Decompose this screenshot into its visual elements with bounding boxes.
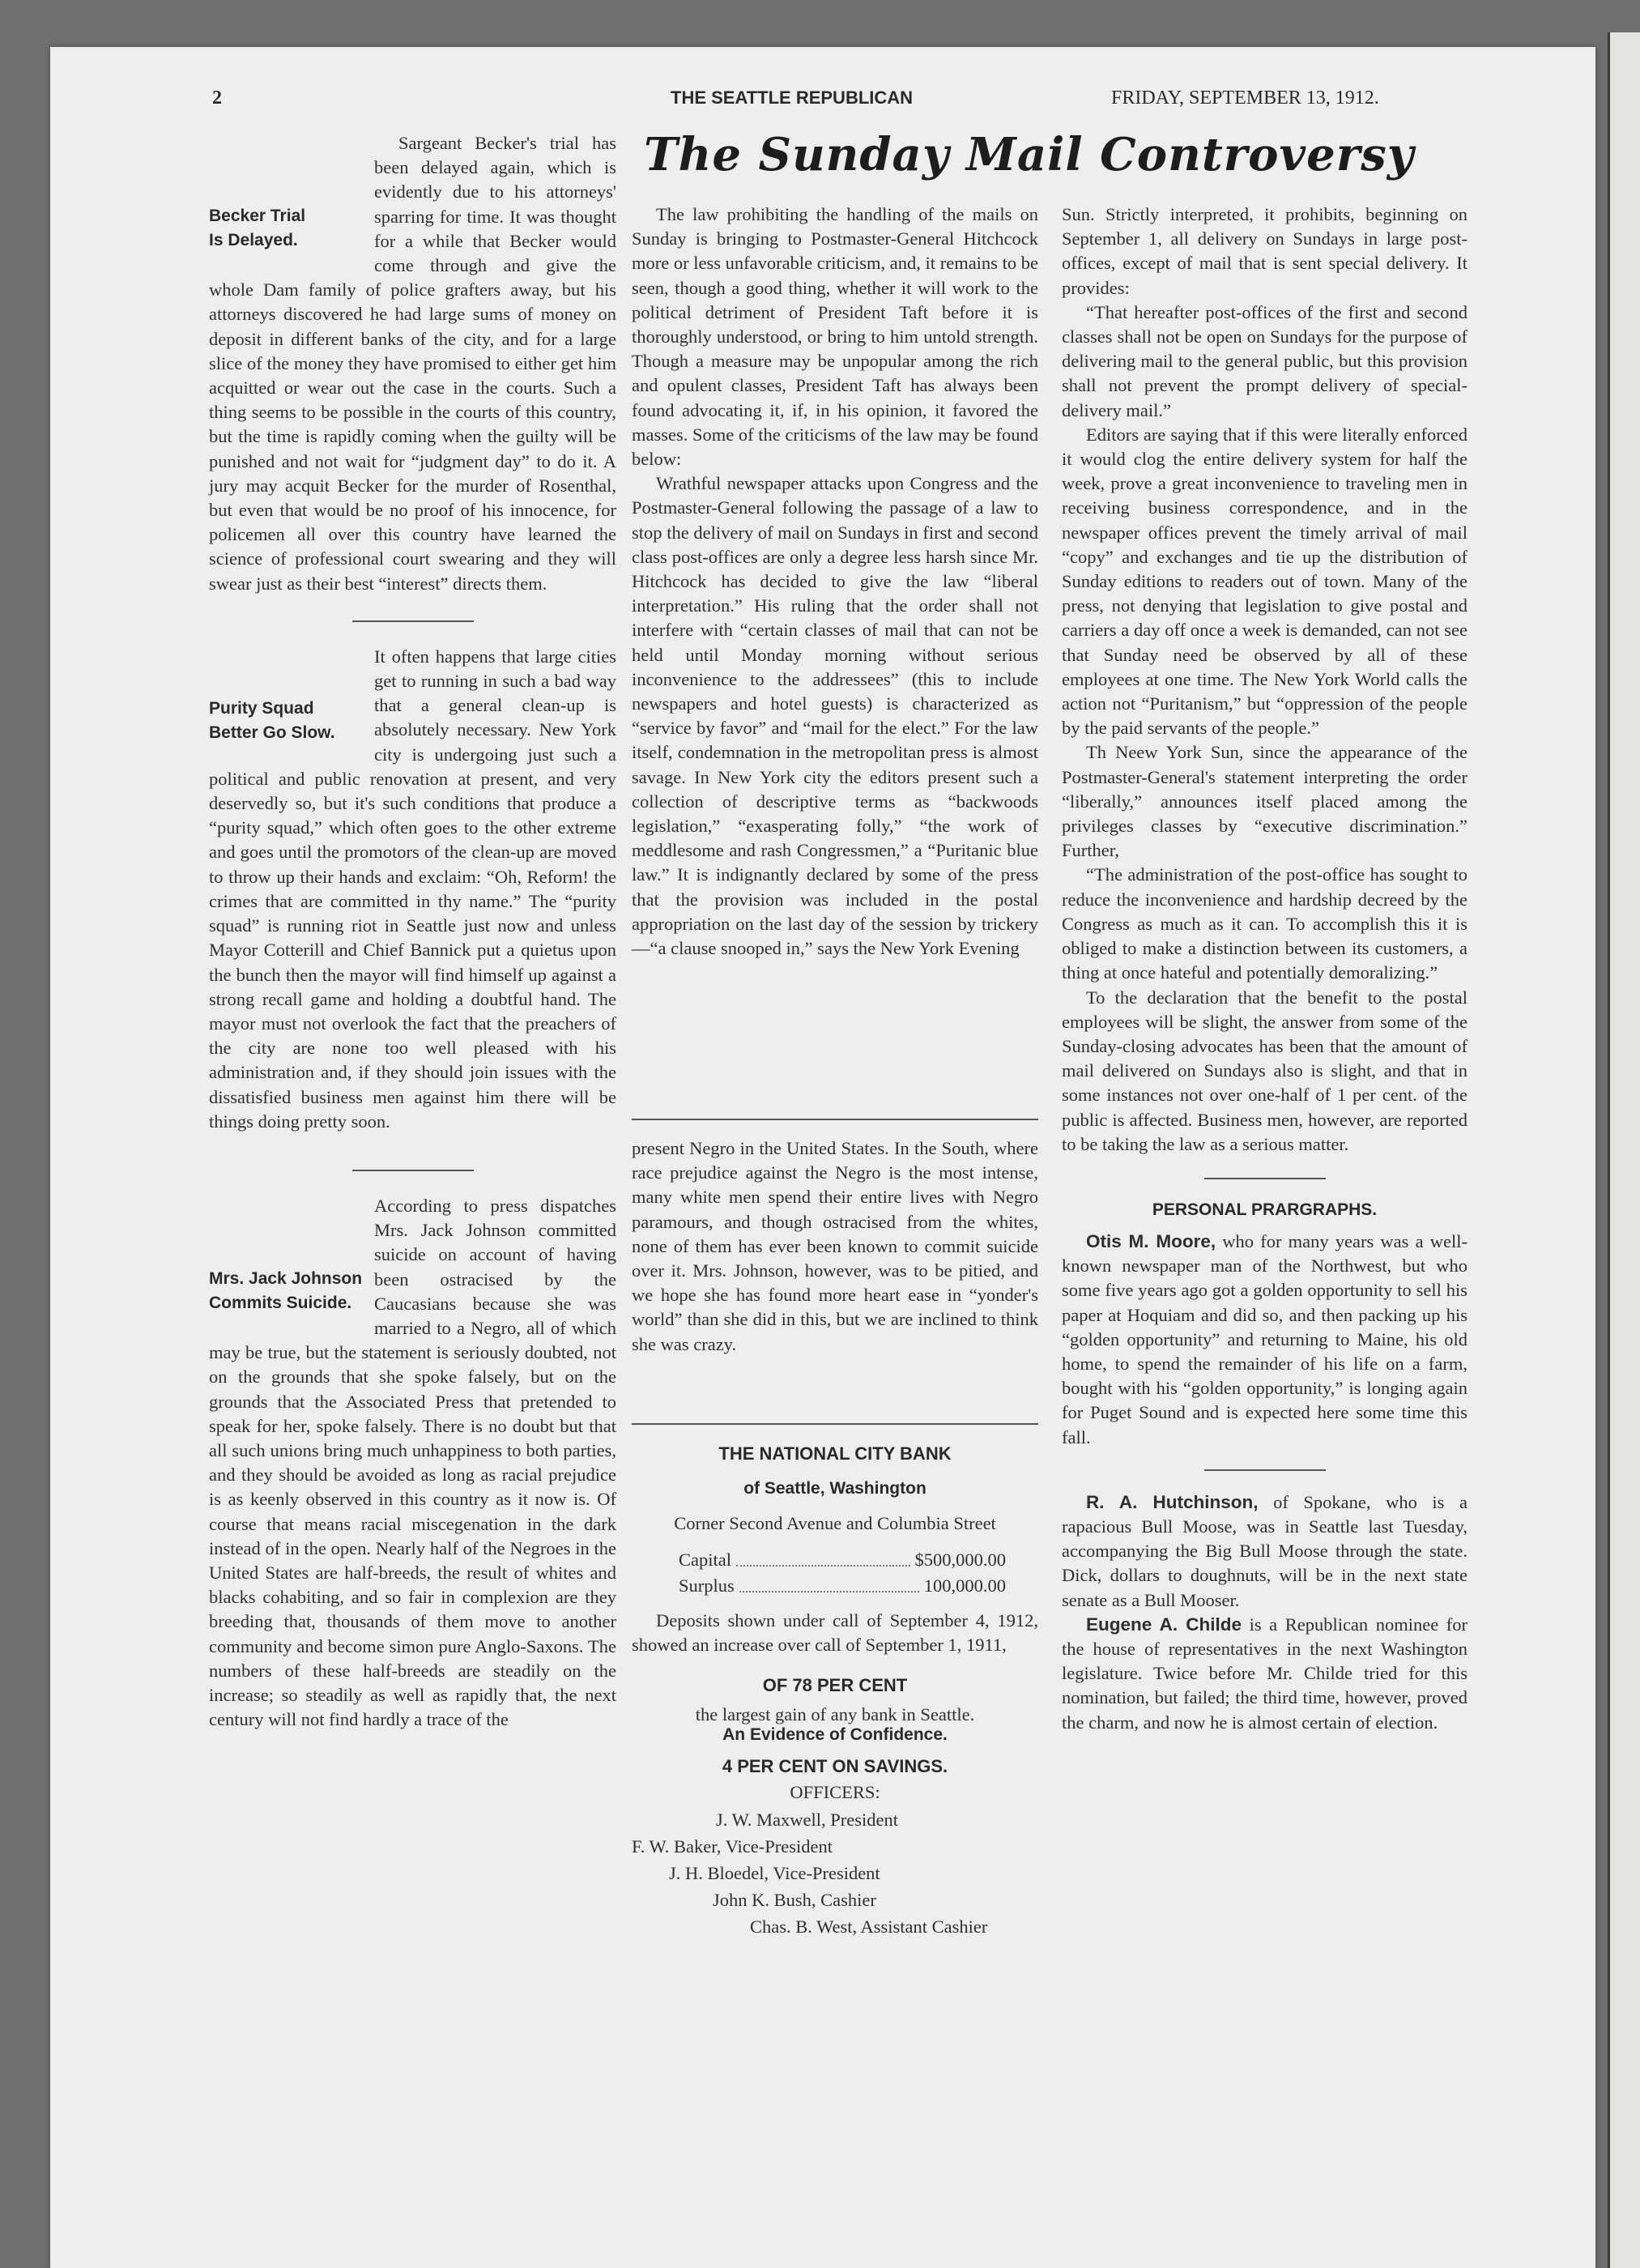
sidehead-line: Mrs. Jack Johnson — [209, 1268, 363, 1288]
officers-list — [632, 1803, 1038, 1941]
becker-text: Sargeant Becker's trial has been delayed again, which is evidently due to his attorneys' sparring for time. It was thought for a while that Becker would come through and give the whole Dam family of police grafters away, but his attorneys discovered he had large sums of money on deposit in different banks of the city, and for a large slice of the money they have promised to either get him acquitted or wear out the case in the courts. Such a thing seems to be possible in the courts of this country, but the time is rapidly coming when the guilty will be punished and not wait for “judgment day” to do it. A jury may acquit Becker for the murder of Rosenthal, but even that would be no proof of his innocence, for policemen all over this country have learned the science of professional court swearing and they will swear just as their best “interest” directs them. — [209, 133, 616, 594]
personal-item — [1062, 1230, 1467, 1450]
person-name: Otis M. Moore, — [1086, 1230, 1216, 1251]
sunday-mail-paragraph: To the declaration that the benefit to the postal employees will be slight, the answer from some of the Sunday-closing advocates has been that the amount of mail delivered on Sundays also is slight, and that in some instances not over one-half of 1 per cent. of the public is affected. Business men, however, are reported to be taking the law as a serious matter. — [1062, 987, 1467, 1154]
person-name: R. A. Hutchinson, — [1086, 1491, 1259, 1512]
newspaper-name: THE SEATTLE REPUBLICAN — [671, 87, 914, 108]
article-separator — [1204, 1178, 1326, 1179]
capital-label: Capital — [679, 1550, 731, 1570]
sidehead-line: Purity Squad — [209, 698, 314, 718]
left-column — [209, 131, 616, 1732]
surplus-row — [679, 1573, 1006, 1599]
personal-heading: PERSONAL PRARGRAPHS. — [1152, 1200, 1378, 1219]
purity-text: It often happens that large cities get to running in such a bad way that a general clean-up is absolutely necessary. New York city is undergoing just such a political and public renovation at present, and very deservedly so, but it's such conditions that produce a “purity squad,” which often goes to the other extreme and goes until the promotors of the clean-up are moved to throw up their hands and exclaim: “Oh, Reform! the crimes that are committed in thy name.” The “purity squad” is running riot in Seattle just now and unless Mayor Cotterill and Chief Bannick put a quietus upon the bunch then the mayor will find himself up against a strong recall game and holding a doubtful hand. The mayor must not overlook the fact that the preachers of the city are none too well pleased with his administration and, if they should join issues with the dissatisfied business men against him there will be things doing pretty soon. — [209, 646, 616, 1132]
dot-leader — [736, 1547, 910, 1567]
sunday-mail-paragraph: The law prohibiting the handling of the mails on Sunday is bringing to Postmaster-General Hitchcock more or less unfavorable criticism, and, it remains to be seen, though a good thing, whether it will work to the political detriment of President Taft before it is thoroughly understood, or bring to him untold strength. Though a measure may be unpopular among the rich and opulent classes, President Taft has always been found advocating it, if, in his opinion, it favored the masses. Some of the criticisms of the law may be found below: — [632, 204, 1038, 470]
sunday-mail-paragraph: “The administration of the post-office has sought to reduce the inconvenience and hardship decreed by the Congress as much as it can. To accomplish this it is obliged to make a distinction between its customers, a thing at once hateful and potentially demoralizing.” — [1062, 864, 1467, 983]
sidehead-line: Better Go Slow. — [209, 723, 335, 742]
bank-location: of Seattle, Washington — [743, 1479, 926, 1498]
issue-date: FRIDAY, SEPTEMBER 13, 1912. — [1111, 87, 1379, 109]
officer-entry: J. W. Maxwell, President — [716, 1810, 898, 1831]
largest-gain: the largest gain of any bank in Seattle. — [695, 1704, 975, 1725]
article-separator — [1204, 1469, 1326, 1471]
officers-heading: OFFICERS: — [790, 1782, 880, 1803]
dot-leader — [739, 1573, 919, 1592]
person-text: is a Republican nominee for the house of representatives in the next Washington legislature. Twice before Mr. Childe tried for this nomination, but failed; the third time, however, proved the charm, and now he is almost certain of election. — [1062, 1614, 1467, 1733]
column-rule — [632, 1119, 1038, 1120]
sidehead-line: Commits Suicide. — [209, 1293, 352, 1312]
savings-line: 4 PER CENT ON SAVINGS. — [722, 1756, 948, 1777]
officer-entry: Chas. B. West, Assistant Cashier — [750, 1916, 988, 1938]
person-text: who for many years was a well-known newspaper man of the Northwest, but who some five years ago got a golden opportunity to sell his paper at Hoquiam and did so, and then packing up his “golden opportunity” and returning to Maine, his old home, to spend the remainder of his life on a farm, bought with his “golden opportunity,” is longing again for Puget Sound and is expected here some time this fall. — [1062, 1230, 1467, 1447]
officer-entry: J. H. Bloedel, Vice-President — [669, 1863, 880, 1884]
johnson-sidehead — [209, 1267, 363, 1315]
sunday-mail-right — [1062, 202, 1467, 1735]
becker-sidehead — [209, 204, 363, 253]
bank-advertisement — [632, 1443, 1038, 1941]
column-rule — [632, 1423, 1038, 1425]
johnson-article — [209, 1194, 616, 1732]
article-headline: The Sunday Mail Controversy — [644, 128, 1415, 181]
sunday-mail-paragraph: Wrathful newspaper attacks upon Congress and the Postmaster-General following the passage of a law to stop the delivery of mail on Sundays in first and second class post-offices are only a degree less harsh since Mr. Hitchcock has decided to give the law “liberal interpretation.” His ruling that the order shall not interfere with “certain classes of mail that can not be held until Monday morning without serious inconvenience to the addressees” (this to include newspapers and hotel guests) is characterized as “service by favor” and “mail for the elect.” For the law itself, condemnation in the metropolitan press is almost savage. In New York city the editors present such a collection of descriptive terms as “backwoods legislation,” “exasperating folly,” “the work of meddlesome and rash Congressmen,” a “Puritanic blue law.” It is indignantly declared by some of the press that the provision was included in the postal appropriation on the last day of the session by trickery—“a clause snooped in,” says the New York Evening — [632, 473, 1038, 959]
person-name: Eugene A. Childe — [1086, 1614, 1242, 1635]
surplus-label: Surplus — [679, 1575, 735, 1596]
deposits-text: Deposits shown under call of September 4, 1912, showed an increase over call of September 1, 1911, — [632, 1610, 1038, 1656]
johnson-continued — [632, 1136, 1038, 1357]
increase-headline: OF 78 PER CENT — [762, 1675, 908, 1696]
purity-article — [209, 645, 616, 1134]
bank-address: Corner Second Avenue and Columbia Street — [674, 1513, 996, 1533]
article-separator — [352, 1170, 474, 1171]
sunday-mail-paragraph: “That hereafter post-offices of the first and second classes shall not be open on Sundays for the purpose of delivering mail to the general public, but this provision shall not prevent the prompt delivery of special-delivery mail.” — [1062, 301, 1467, 420]
sunday-mail-paragraph: Th Neew York Sun, since the appearance of the Postmaster-General's statement interpreting the order “liberally,” announces itself placed among the privileges classes by “executive discrimination.” Further, — [1062, 742, 1467, 861]
sunday-mail-paragraph: Sun. Strictly interpreted, it prohibits, beginning on September 1, all delivery on Sundays in large post-offices, except of mail that is sent special delivery. It provides: — [1062, 204, 1467, 298]
surplus-value: 100,000.00 — [923, 1575, 1006, 1596]
personal-item — [1062, 1490, 1467, 1613]
bank-name: THE NATIONAL CITY BANK — [718, 1443, 952, 1464]
capital-value: $500,000.00 — [914, 1550, 1006, 1570]
person-text: of Spokane, who is a rapacious Bull Moose, was in Seattle last Tuesday, accompanying the Big Bull Moose through the state. Dick, dollars to doughnuts, will be in the next state senate as a Bull Mooser. — [1062, 1491, 1467, 1610]
johnson-continued-text: present Negro in the United States. In the South, where race prejudice against the Negro is the most intense, many white men spend their entire lives with Negro paramours, and though ostracised from the whites, none of them has ever been known to commit suicide over it. Mrs. Johnson, however, was to be pitied, and we hope she has found more heart ease in “yonder's world” than she did in this, but we are inclined to think she was crazy. — [632, 1138, 1038, 1354]
sunday-mail-middle — [632, 202, 1038, 961]
personal-item — [1062, 1613, 1467, 1735]
next-page-edge — [1608, 32, 1640, 2268]
sidehead-line: Becker Trial — [209, 207, 306, 225]
sidehead-line: Is Delayed. — [209, 231, 298, 249]
becker-article — [209, 131, 616, 596]
capital-row — [679, 1547, 1006, 1573]
sunday-mail-paragraph: Editors are saying that if this were literally enforced it would clog the entire delivery system for half the week, prove a great inconvenience to traveling men in receiving business correspondence, and in the newspaper offices prevent the timely arrival of mail “copy” and exchanges and tie up the distribution of Sunday editions to readers out of town. Many of the press, not denying that legislation to give postal and carriers a day off once a week is demanded, can not see that Sunday need be observed by all of these employees at one time. The New York World calls the action not “Puritanism,” but “oppression of the people by the paid servants of the people.” — [1062, 424, 1467, 739]
page-number: 2 — [212, 87, 222, 109]
officer-entry: F. W. Baker, Vice-President — [632, 1836, 833, 1857]
officer-entry: John K. Bush, Cashier — [713, 1890, 876, 1911]
johnson-text: According to press dispatches Mrs. Jack Johnson committed suicide on account of having been ostracised by the Caucasians because she was married to a Negro, all of which may be true, but the statement is seriously doubted, not on the grounds that she spoke falsely, but on the grounds that the Associated Press that pretended to speak for her, spoke falsely. There is no doubt but that all such unions bring much unhappiness to both parties, and they should be avoided as long as racial prejudice is as keenly observed in this country as it now is. Of course that means racial miscegenation in the dark instead of in the open. Nearly half of the Negroes in the United States are half-breeds, the result of whites and blacks cohabiting, and so fair in complexion are they breeding that, thousands of them move to another community and become simon pure Anglo-Saxons. The numbers of these half-breeds are steadily on the increase; so steadily as well as rapidly that, the next century will not find hardly a trace of the — [209, 1195, 616, 1730]
article-separator — [352, 620, 474, 622]
evidence-line: An Evidence of Confidence. — [722, 1725, 948, 1745]
purity-sidehead — [209, 697, 363, 745]
